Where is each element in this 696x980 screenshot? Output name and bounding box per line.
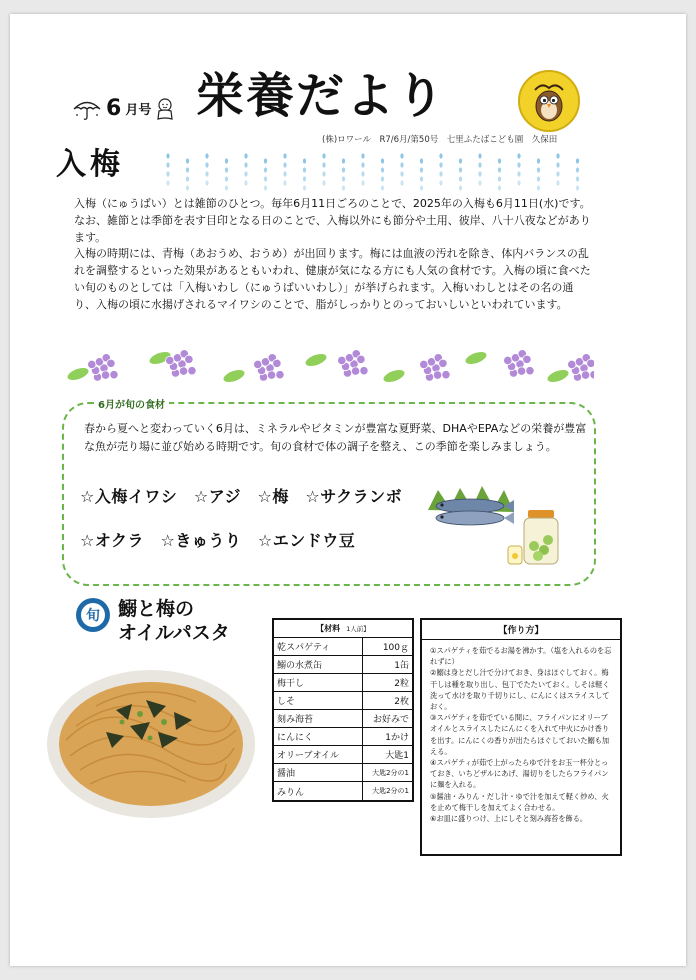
intro-text (74, 196, 592, 314)
rain-drop (381, 176, 384, 181)
rain-drop (459, 185, 462, 190)
rain-drop (439, 153, 442, 158)
rain-drop (186, 185, 189, 190)
rain-drop (166, 171, 169, 176)
recipe-step: ⑥お皿に盛りつけ、上にしそと刻み海苔を飾る。 (430, 814, 588, 824)
hydrangea-petal (351, 367, 359, 375)
bird-mascot-icon (518, 70, 580, 132)
rain-drop (478, 180, 481, 185)
rain-drop (264, 185, 267, 190)
rain-drop (439, 171, 442, 176)
hydrangea-petal (254, 360, 262, 368)
month-suffix: 月号 (125, 103, 152, 118)
ingredient-name: 刻み海苔 (277, 715, 314, 725)
rain-drop (400, 180, 403, 185)
hydrangea-petal (101, 371, 109, 379)
leaf-shape (382, 368, 406, 385)
ingredient-row (274, 782, 412, 800)
rain-drop (381, 158, 384, 163)
recipe-title-line-2: オイルパスタ (118, 621, 230, 644)
rain-drop (576, 167, 579, 172)
rain-drop (166, 162, 169, 167)
rain-drop (381, 185, 384, 190)
hydrangea-petal (273, 359, 281, 367)
page-title: 栄養だより (196, 68, 447, 124)
umbrella-icon (72, 98, 102, 120)
ingredients-header (274, 620, 412, 638)
ingredient-row (274, 656, 412, 674)
rain-drop (576, 185, 579, 190)
ingredients-servings: 1人前】 (346, 625, 370, 633)
ingredient-row (274, 746, 412, 764)
seasonal-foods-row-1: ☆入梅イワシ ☆アジ ☆梅 ☆サクランボ (80, 487, 403, 506)
rain-drop (400, 153, 403, 158)
hydrangea-petal (107, 359, 115, 367)
rain-drop (498, 185, 501, 190)
ingredient-amount: 大匙1 (362, 746, 412, 763)
rain-drop (556, 180, 559, 185)
rain-drop (303, 185, 306, 190)
rain-drop (303, 167, 306, 172)
leaf-shape (464, 350, 488, 367)
rain-drop (400, 171, 403, 176)
rain-drop (537, 185, 540, 190)
ingredient-name: 乾スパゲティ (277, 643, 331, 653)
rain-drop (576, 176, 579, 181)
rain-drop (381, 167, 384, 172)
intro-paragraph-1: 入梅（にゅうばい）とは雑節のひとつ。毎年6月11日ごろのことで、2025年の入梅も6月11日(水)です。なお、雑節とは季節を表す目印となる日のことで、入梅以外にも節分や土用、彼岸、八十八夜などがあります。 (74, 197, 591, 244)
rain-drop (361, 162, 364, 167)
rain-drop (478, 171, 481, 176)
rain-drop (244, 162, 247, 167)
rain-drop (322, 153, 325, 158)
seasonal-foods-row-2: ☆オクラ ☆きゅうり ☆エンドウ豆 (80, 531, 356, 550)
ingredient-row (274, 638, 412, 656)
hydrangea-petal (185, 355, 193, 363)
rain-drop (303, 158, 306, 163)
leaf-shape (222, 368, 246, 385)
rain-drop (459, 167, 462, 172)
rain-drop (361, 153, 364, 158)
recipe-title (118, 598, 230, 646)
rain-drop (244, 171, 247, 176)
ingredient-name: 醤油 (277, 769, 296, 779)
rain-drop (225, 176, 228, 181)
rain-drop (264, 167, 267, 172)
rain-drop (420, 176, 423, 181)
recipe-title-line-1: 鰯と梅の (118, 598, 195, 620)
hydrangea-petal (517, 367, 525, 375)
rain-drop (517, 180, 520, 185)
rain-drop (537, 167, 540, 172)
rain-drop (361, 171, 364, 176)
rain-drop (225, 185, 228, 190)
hydrangea-petal (88, 360, 96, 368)
rain-drop (537, 158, 540, 163)
hydrangea-petal (420, 360, 428, 368)
steps-list (422, 640, 620, 824)
ingredient-amount: 1かけ (362, 728, 412, 745)
rain-drop (361, 180, 364, 185)
rain-drop (498, 158, 501, 163)
recipe-step: ②鰯は身とだし汁で分けておき、身はほぐしておく。梅干しは種を取り出し、包丁でたたいておく。しそは軽く洗って水けを取り千切りにし、にんにくはスライスしておく。 (430, 668, 610, 712)
rain-drop (420, 167, 423, 172)
rain-drop (400, 162, 403, 167)
rain-drop (186, 176, 189, 181)
hydrangea-petal (523, 355, 531, 363)
ingredient-name: 梅干し (277, 679, 305, 689)
ingredient-amount: 大匙2分の1 (362, 764, 412, 781)
hydrangea-petal (442, 370, 450, 378)
hydrangea-petal (338, 356, 346, 364)
leaf-shape (66, 366, 90, 383)
rain-drop (342, 185, 345, 190)
ingredient-row (274, 710, 412, 728)
ingredient-row (274, 674, 412, 692)
rain-drop (244, 180, 247, 185)
hydrangea-petal (360, 366, 368, 374)
ingredient-name: 鰯の水煮缶 (277, 661, 323, 671)
section-heading-nyubai: 入梅 (56, 147, 124, 182)
header-info: (株)ロワール R7/6月/第50号 七里ふたばこども園 久保田 (322, 135, 558, 145)
rain-drop (244, 153, 247, 158)
seasonal-foods-text: 春から夏へと変わっていく6月は、ミネラルやビタミンが豊富な夏野菜、DHAやEPAなどの栄養が豊富な魚が売り場に並び始める時期です。旬の食材で体の調子を整え、この季節を楽しみましょう。 (84, 422, 587, 453)
rain-drop (205, 180, 208, 185)
rain-drop (556, 153, 559, 158)
hydrangea-petal (439, 359, 447, 367)
rain-drop (322, 171, 325, 176)
steps-header: 【作り方】 (422, 620, 620, 640)
rain-drop (478, 162, 481, 167)
rain-drop (439, 180, 442, 185)
teru-bozu-icon (155, 97, 175, 121)
rain-drop (283, 153, 286, 158)
ingredient-amount: 大匙2分の1 (362, 782, 412, 800)
rain-drop (556, 171, 559, 176)
intro-paragraph-2: 入梅の時期には、青梅（あおうめ、おうめ）が出回ります。梅には血液の汚れを除き、体内バランスの乱れを調整するといった効果があるともいわれ、健康が気になる方にも人気の食材です。入梅の頃に食べたい旬のものとしては「入梅いわし（にゅうばいいわし）」が挙げられます。入梅いわしとはその名の通り、入梅の頃に水揚げされるマイワシのことで、脂がしっかりとのっておいしいといわれています。 (74, 247, 591, 311)
leaf-shape (304, 352, 328, 369)
rain-drop (186, 158, 189, 163)
hydrangea-petal (504, 356, 512, 364)
ingredient-name: みりん (277, 787, 305, 798)
hydrangea-petal (433, 371, 441, 379)
hydrangea-petal (267, 371, 275, 379)
rain-drop (459, 176, 462, 181)
ingredients-table (272, 618, 414, 802)
hydrangea-petal (166, 356, 174, 364)
rain-drop (439, 162, 442, 167)
ingredient-amount: 2枚 (362, 692, 412, 709)
rain-drop (478, 153, 481, 158)
hydrangea-petal (110, 370, 118, 378)
hydrangea-petal (526, 366, 534, 374)
rain-drop (498, 167, 501, 172)
hydrangea-petal (179, 367, 187, 375)
hydrangea-petal (590, 370, 594, 378)
rain-drop (303, 176, 306, 181)
ume-jar-icon (506, 506, 568, 568)
ingredient-name: オリーブオイル (277, 751, 340, 761)
hydrangea-icon (64, 344, 594, 392)
rain-drop (205, 171, 208, 176)
ingredient-amount: 1缶 (362, 656, 412, 673)
hydrangea-petal (581, 371, 589, 379)
hydrangea-petal (357, 355, 365, 363)
hydrangea-petal (568, 360, 576, 368)
ingredient-amount: お好みで (362, 710, 412, 727)
ingredient-row (274, 728, 412, 746)
rain-drop (576, 158, 579, 163)
month-badge (72, 96, 175, 121)
shun-logo-icon (74, 596, 112, 634)
ingredients-header-label: 【材料 (316, 624, 341, 633)
rain-drop (283, 162, 286, 167)
rain-decoration (160, 150, 590, 192)
month-number: 6 (106, 96, 122, 121)
rain-drop (205, 153, 208, 158)
rain-drop (342, 158, 345, 163)
rain-drop (322, 180, 325, 185)
hydrangea-petal (276, 370, 284, 378)
ingredient-row (274, 692, 412, 710)
rain-drop (264, 158, 267, 163)
rain-drop (166, 153, 169, 158)
leaf-shape (546, 368, 570, 385)
rain-drop (322, 162, 325, 167)
rain-drop (283, 180, 286, 185)
fish-icon (424, 480, 516, 528)
hydrangea-petal (188, 366, 196, 374)
rain-drop (342, 176, 345, 181)
rain-drop (225, 158, 228, 163)
hydrangea-petal (587, 359, 594, 367)
rain-drop (264, 176, 267, 181)
rain-drop (459, 158, 462, 163)
ingredient-name: しそ (277, 697, 296, 707)
recipe-step: ①スパゲティを茹でるお湯を沸かす。（塩を入れるのを忘れずに） (430, 646, 612, 667)
rain-drop (498, 176, 501, 181)
rain-drop (517, 162, 520, 167)
shun-logo-text: 旬 (86, 608, 100, 624)
ingredient-amount: 2粒 (362, 674, 412, 691)
ingredient-name: にんにく (277, 733, 314, 743)
recipe-step: ⑤醤油・みりん・だし汁・ゆで汁を加えて軽く炒め、火を止めて梅干しを加えてよく合わせる。 (430, 791, 609, 812)
rain-drop (537, 176, 540, 181)
rain-drop (166, 180, 169, 185)
ingredient-amount: 100ｇ (362, 638, 412, 655)
rain-drop (225, 167, 228, 172)
rain-drop (420, 185, 423, 190)
rain-drop (517, 153, 520, 158)
pasta-photo (46, 660, 256, 820)
recipe-step: ③スパゲティを茹でている間に、フライパンにオリーブオイルとスライスしたにんにくを入れて中火にかけ香りを出す。にんにくの香りが出たらほぐしておいた鰯も加える。 (430, 713, 610, 756)
rain-drop (517, 171, 520, 176)
rain-drop (420, 158, 423, 163)
recipe-step: ④スパゲティが茹で上がったらゆで汁をお玉一杯分とっておき、いちどザルにあげ、湯切りをしたらフライパンに麺を入れる。 (430, 758, 609, 790)
rain-drop (205, 162, 208, 167)
ingredient-row (274, 764, 412, 782)
rain-drop (186, 167, 189, 172)
seasonal-foods-label: 6月が旬の食材 (94, 396, 169, 411)
rain-drop (283, 171, 286, 176)
rain-drop (556, 162, 559, 167)
steps-box (420, 618, 622, 856)
rain-drop (342, 167, 345, 172)
